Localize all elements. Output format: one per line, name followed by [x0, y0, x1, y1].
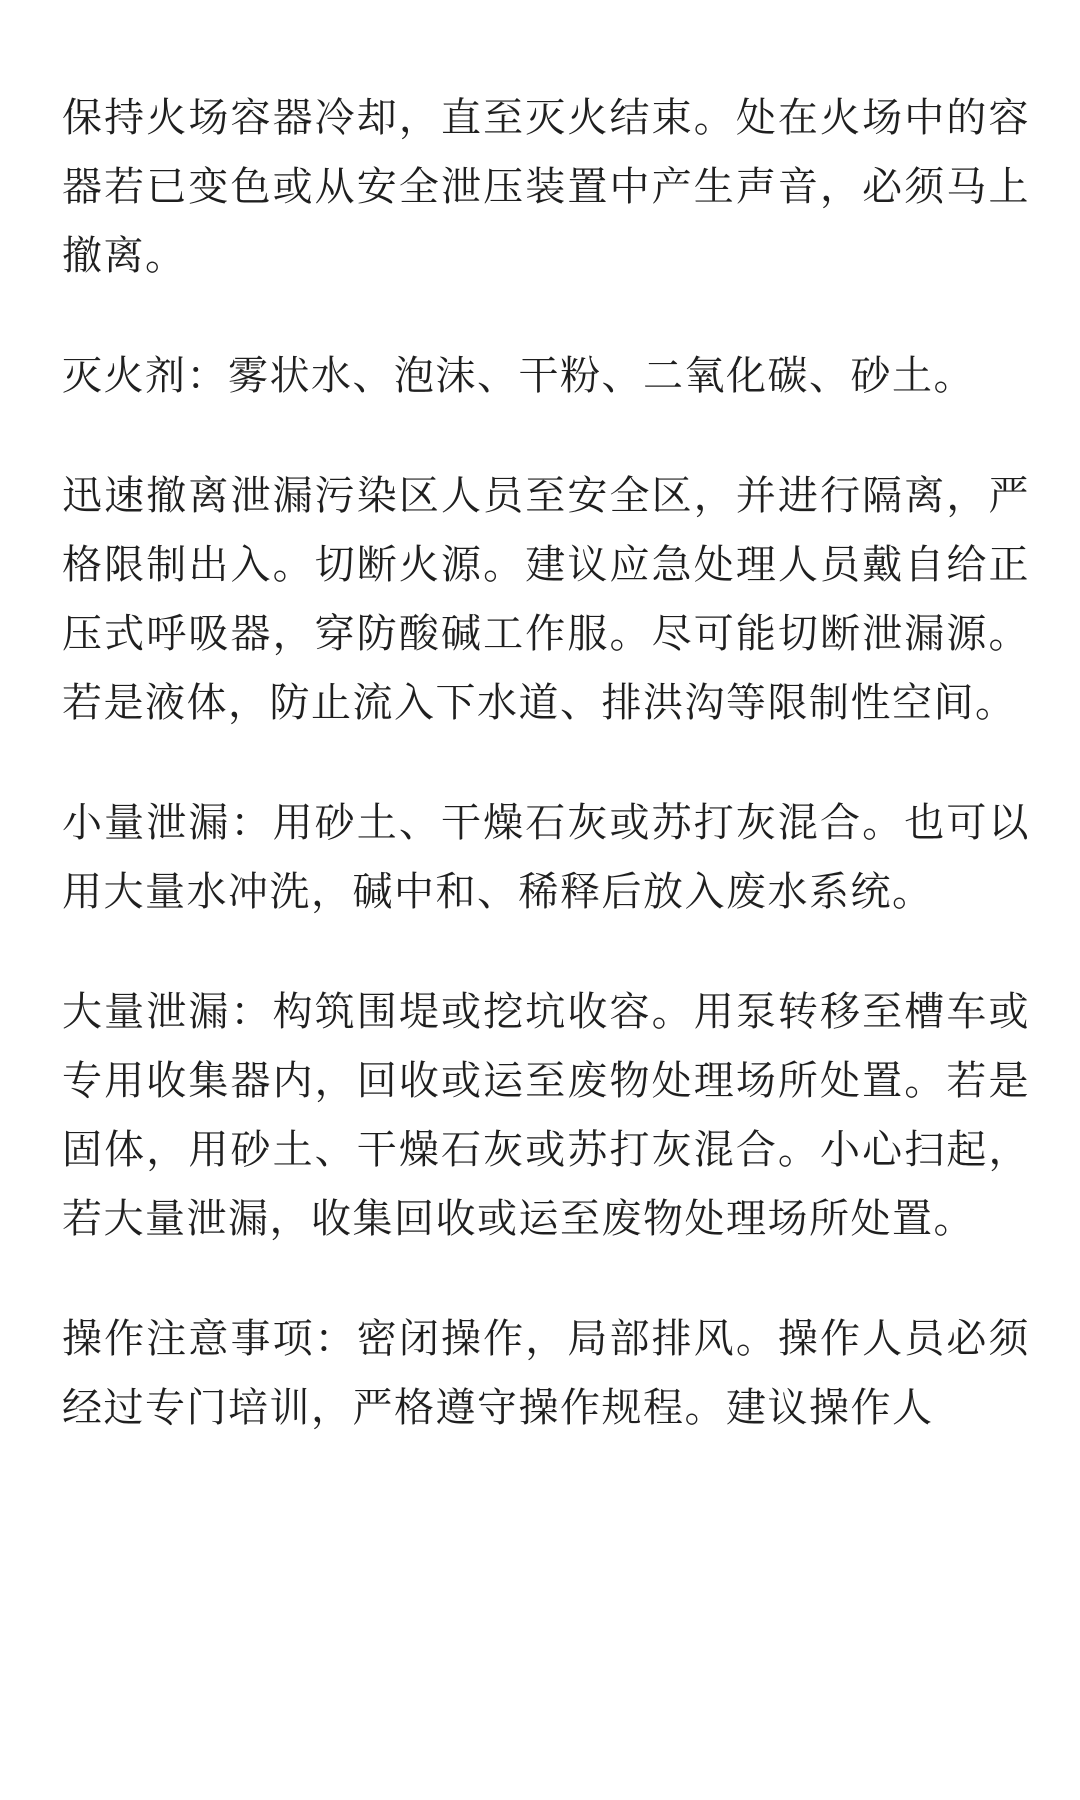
- paragraph-leak-emergency-response: 迅速撤离泄漏污染区人员至安全区，并进行隔离，严格限制出入。切断火源。建议应急处理人员戴自给正压式呼吸器，穿防酸碱工作服。尽可能切断泄漏源。若是液体，防止流入下水道、排洪沟等限制性空间。: [62, 473, 1030, 726]
- paragraph-operation-precautions: 操作注意事项：密闭操作，局部排风。操作人员必须经过专门培训，严格遵守操作规程。建议操作人: [62, 1316, 1030, 1431]
- paragraph-extinguishing-agents: 灭火剂：雾状水、泡沫、干粉、二氧化碳、砂土。: [62, 353, 975, 399]
- paragraph-fire-container-cooling: 保持火场容器冷却，直至灭火结束。处在火场中的容器若已变色或从安全泄压装置中产生声音，必须马上撤离。: [62, 95, 1030, 279]
- article-body: [62, 84, 1030, 1443]
- paragraph-small-leak: 小量泄漏：用砂土、干燥石灰或苏打灰混合。也可以用大量水冲洗，碱中和、稀释后放入废水系统。: [62, 800, 1030, 915]
- paragraph-large-leak: 大量泄漏：构筑围堤或挖坑收容。用泵转移至槽车或专用收集器内，回收或运至废物处理场所处置。若是固体，用砂土、干燥石灰或苏打灰混合。小心扫起，若大量泄漏，收集回收或运至废物处理场所处置。: [62, 989, 1030, 1242]
